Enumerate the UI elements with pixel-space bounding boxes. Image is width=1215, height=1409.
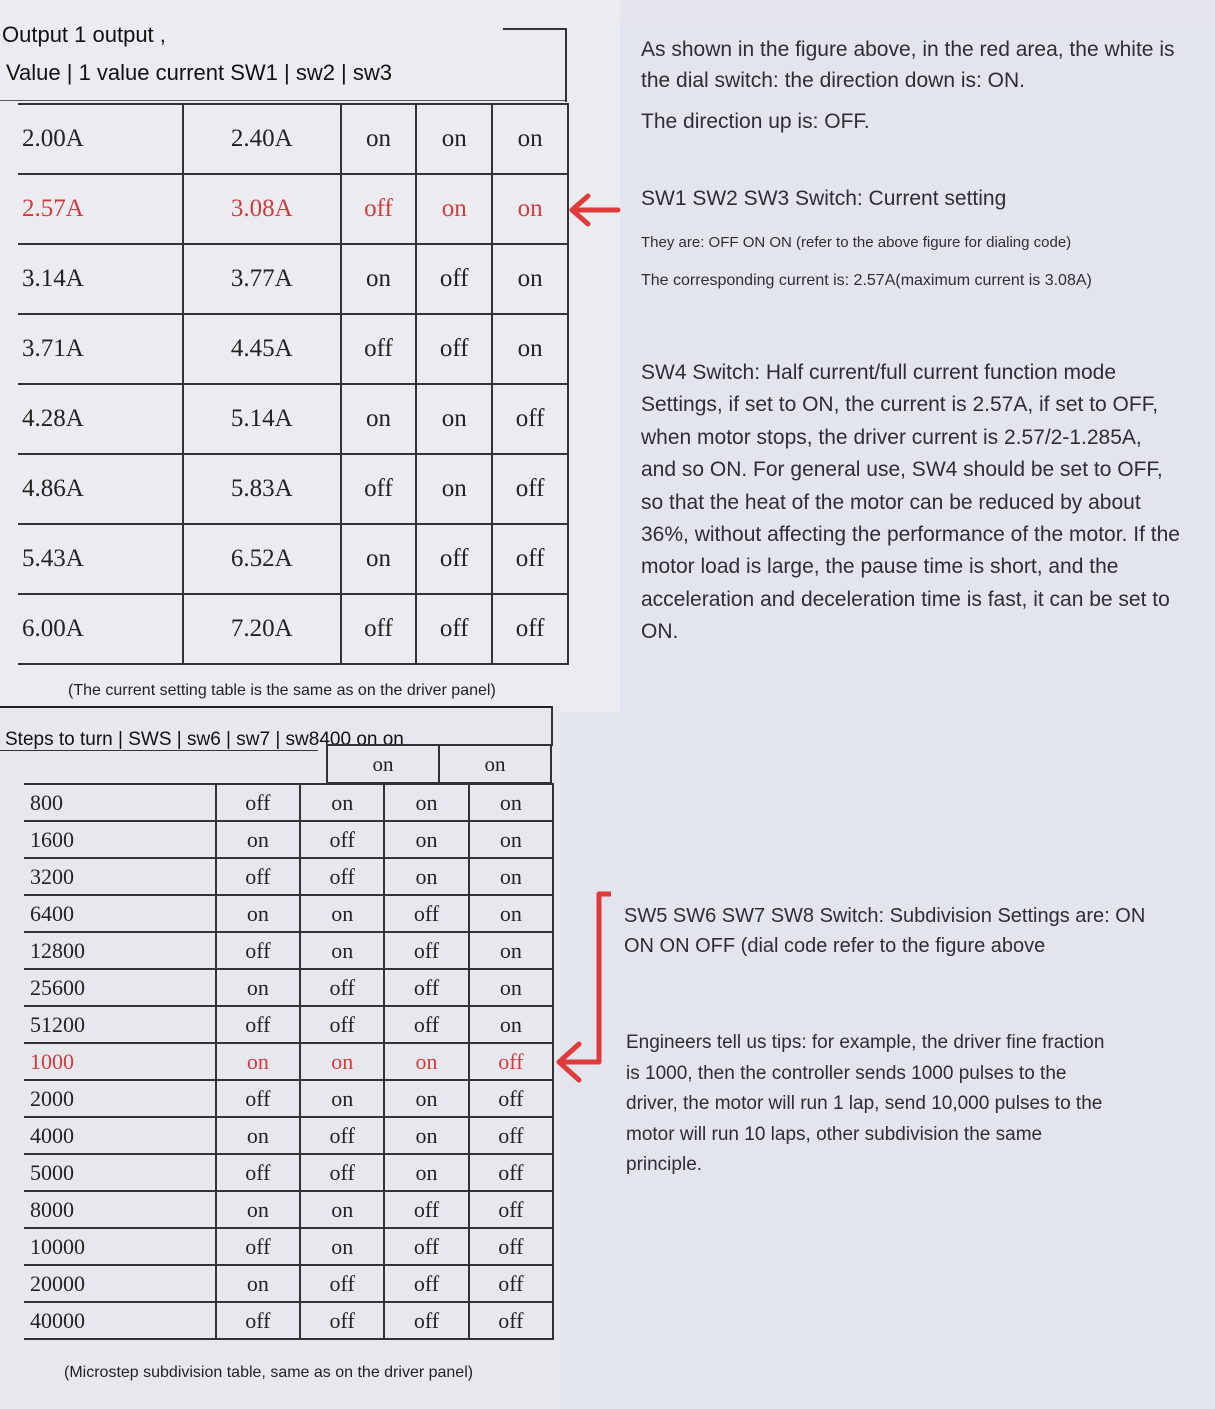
subdivision-header-underline bbox=[0, 750, 318, 751]
table-row bbox=[24, 1006, 553, 1043]
table-cell: off bbox=[384, 1302, 468, 1339]
table-cell: on bbox=[416, 174, 492, 244]
table-row bbox=[18, 594, 568, 664]
table-cell: off bbox=[300, 821, 384, 858]
table-cell: 1000 bbox=[24, 1043, 216, 1080]
dial-switch-up: The direction up is: OFF. bbox=[641, 110, 870, 133]
header-divider bbox=[565, 28, 567, 102]
table-cell: off bbox=[492, 384, 568, 454]
table-cell: off bbox=[416, 594, 492, 664]
table-cell: off bbox=[300, 858, 384, 895]
table-cell: on bbox=[327, 745, 439, 783]
table-cell: off bbox=[216, 1154, 300, 1191]
bracket-arrow-icon bbox=[555, 890, 615, 1090]
table-row bbox=[24, 969, 553, 1006]
table-cell: on bbox=[384, 821, 468, 858]
table-cell: on bbox=[300, 1228, 384, 1265]
dial-switch-intro: As shown in the figure above, in the red area, the white is the dial switch: the direction down is: ON. bbox=[641, 38, 1175, 92]
table-cell: off bbox=[216, 1080, 300, 1117]
table-cell: 5.83A bbox=[183, 454, 341, 524]
table-cell: on bbox=[300, 1043, 384, 1080]
table-cell: off bbox=[300, 1302, 384, 1339]
table-row bbox=[24, 1265, 553, 1302]
table-cell: 3.77A bbox=[183, 244, 341, 314]
table-row bbox=[18, 314, 568, 384]
table-cell: on bbox=[492, 314, 568, 384]
table-cell: off bbox=[216, 858, 300, 895]
table-cell: off bbox=[469, 1154, 553, 1191]
table-cell: 5000 bbox=[24, 1154, 216, 1191]
table-cell: off bbox=[469, 1228, 553, 1265]
table-cell: 40000 bbox=[24, 1302, 216, 1339]
table-cell: 5.43A bbox=[18, 524, 183, 594]
engineer-tips: Engineers tell us tips: for example, the driver fine fraction is 1000, then the controller sends 1000 pulses to the driver, the motor will run 1 lap, send 10,000 pulses to the motor will run 10 laps, other subdivision the same principle. bbox=[626, 1032, 1105, 1175]
sw4-description: SW4 Switch: Half current/full current function mode Settings, if set to ON, the current is 2.57A, if set to OFF, when motor stops, the driver current is 2.57/2-1.285A, and so ON. For general use, SW4 should be set to OFF, so that the heat of the motor can be reduced by about 36%, without affecting the performance of the motor. If the motor load is large, the pause time is short, and the acceleration and deceleration time is fast, it can be set to ON. bbox=[641, 361, 1180, 644]
table-row bbox=[24, 1228, 553, 1265]
table-row bbox=[24, 1117, 553, 1154]
table-cell: on bbox=[492, 244, 568, 314]
table-row bbox=[18, 524, 568, 594]
table-cell: on bbox=[384, 1043, 468, 1080]
table-cell: off bbox=[416, 524, 492, 594]
sw123-codes: They are: OFF ON ON (refer to the above figure for dialing code) bbox=[641, 234, 1072, 251]
table-cell: on bbox=[492, 104, 568, 174]
table-cell: 4.45A bbox=[183, 314, 341, 384]
table-cell: 3.14A bbox=[18, 244, 183, 314]
table-cell: off bbox=[492, 454, 568, 524]
table-cell: off bbox=[384, 1265, 468, 1302]
table-cell: off bbox=[341, 594, 417, 664]
table-row bbox=[18, 384, 568, 454]
table-cell: 1600 bbox=[24, 821, 216, 858]
table-cell: on bbox=[416, 454, 492, 524]
table-cell: on bbox=[384, 1080, 468, 1117]
table-row bbox=[18, 104, 568, 174]
table-row bbox=[24, 821, 553, 858]
table-row bbox=[24, 1302, 553, 1339]
sw123-title: SW1 SW2 SW3 Switch: Current setting bbox=[641, 187, 1007, 210]
table-cell: on bbox=[416, 384, 492, 454]
table-cell: on bbox=[416, 104, 492, 174]
table-cell: on bbox=[384, 858, 468, 895]
table-cell: off bbox=[469, 1043, 553, 1080]
table-row bbox=[18, 244, 568, 314]
table-cell: on bbox=[341, 524, 417, 594]
table-cell: off bbox=[384, 895, 468, 932]
table-row bbox=[18, 454, 568, 524]
table-cell: 3.08A bbox=[183, 174, 341, 244]
table-cell: on bbox=[216, 969, 300, 1006]
subdivision-table-caption: (Microstep subdivision table, same as on the driver panel) bbox=[64, 1364, 474, 1381]
table-cell: off bbox=[216, 1302, 300, 1339]
table-row bbox=[24, 1043, 553, 1080]
table-row bbox=[24, 1080, 553, 1117]
table-row bbox=[24, 932, 553, 969]
table-cell: off bbox=[216, 1006, 300, 1043]
table-cell: 6.52A bbox=[183, 524, 341, 594]
table-cell: 3200 bbox=[24, 858, 216, 895]
table-cell: off bbox=[341, 314, 417, 384]
table-cell: off bbox=[469, 1191, 553, 1228]
table-cell: on bbox=[341, 384, 417, 454]
table-cell: on bbox=[439, 745, 551, 783]
table-cell: 7.20A bbox=[183, 594, 341, 664]
current-header-line2: Value | 1 value current SW1 | sw2 | sw3 bbox=[6, 60, 393, 85]
header-divider bbox=[503, 28, 566, 30]
table-cell: off bbox=[300, 1117, 384, 1154]
table-row bbox=[24, 1154, 553, 1191]
table-cell: on bbox=[300, 932, 384, 969]
table-cell: on bbox=[469, 784, 553, 821]
sw5678-description: SW5 SW6 SW7 SW8 Switch: Subdivision Settings are: ON ON ON OFF (dial code refer to the figure above bbox=[624, 905, 1146, 957]
table-cell: 8000 bbox=[24, 1191, 216, 1228]
left-arrow-icon bbox=[566, 190, 622, 230]
table-cell: off bbox=[300, 969, 384, 1006]
table-cell: on bbox=[469, 858, 553, 895]
table-row bbox=[24, 895, 553, 932]
table-cell: off bbox=[300, 1154, 384, 1191]
sw123-current: The corresponding current is: 2.57A(maximum current is 3.08A) bbox=[641, 272, 1092, 289]
table-cell: off bbox=[384, 932, 468, 969]
table-cell: 2.57A bbox=[18, 174, 183, 244]
table-cell: off bbox=[469, 1302, 553, 1339]
table-cell: 4.28A bbox=[18, 384, 183, 454]
subdivision-divider bbox=[551, 706, 553, 746]
header-divider bbox=[0, 100, 566, 101]
table-cell: 5.14A bbox=[183, 384, 341, 454]
table-cell: 6.00A bbox=[18, 594, 183, 664]
table-cell: off bbox=[384, 1006, 468, 1043]
subdivision-header: Steps to turn | SWS | sw6 | sw7 | sw8400 on on bbox=[5, 729, 404, 750]
table-cell: on bbox=[384, 784, 468, 821]
table-cell: off bbox=[469, 1080, 553, 1117]
table-cell: off bbox=[492, 524, 568, 594]
current-table-caption: (The current setting table is the same as on the driver panel) bbox=[68, 682, 496, 699]
table-cell: on bbox=[469, 1006, 553, 1043]
table-cell: 6400 bbox=[24, 895, 216, 932]
table-cell: off bbox=[341, 174, 417, 244]
table-cell: 4.86A bbox=[18, 454, 183, 524]
table-cell: 25600 bbox=[24, 969, 216, 1006]
subdivision-table bbox=[24, 783, 554, 1340]
table-cell: on bbox=[300, 1191, 384, 1228]
table-cell: off bbox=[216, 1228, 300, 1265]
table-cell: on bbox=[216, 1265, 300, 1302]
table-cell: off bbox=[216, 932, 300, 969]
table-cell: off bbox=[384, 1191, 468, 1228]
table-cell: on bbox=[469, 932, 553, 969]
table-cell: 4000 bbox=[24, 1117, 216, 1154]
current-header-line1: Output 1 output , bbox=[2, 22, 166, 47]
table-cell: on bbox=[216, 895, 300, 932]
table-cell: on bbox=[300, 895, 384, 932]
table-cell: on bbox=[469, 895, 553, 932]
table-cell: on bbox=[216, 1191, 300, 1228]
table-cell: 2.00A bbox=[18, 104, 183, 174]
table-cell: off bbox=[416, 244, 492, 314]
table-cell: off bbox=[469, 1117, 553, 1154]
table-cell: off bbox=[300, 1265, 384, 1302]
table-cell: 800 bbox=[24, 784, 216, 821]
current-setting-table bbox=[18, 103, 569, 665]
table-cell: on bbox=[341, 104, 417, 174]
table-cell: 20000 bbox=[24, 1265, 216, 1302]
table-cell: 10000 bbox=[24, 1228, 216, 1265]
table-cell: on bbox=[384, 1154, 468, 1191]
table-cell: off bbox=[416, 314, 492, 384]
table-cell: on bbox=[216, 1117, 300, 1154]
table-cell: 12800 bbox=[24, 932, 216, 969]
table-row bbox=[24, 1191, 553, 1228]
table-row bbox=[18, 174, 568, 244]
table-cell: on bbox=[216, 821, 300, 858]
table-cell: on bbox=[469, 969, 553, 1006]
table-cell: off bbox=[384, 1228, 468, 1265]
table-row bbox=[24, 858, 553, 895]
table-cell: on bbox=[469, 821, 553, 858]
table-cell: off bbox=[469, 1265, 553, 1302]
table-cell: on bbox=[492, 174, 568, 244]
table-cell: on bbox=[384, 1117, 468, 1154]
table-cell: off bbox=[216, 784, 300, 821]
subdivision-header-cells bbox=[326, 744, 552, 784]
subdivision-divider bbox=[0, 706, 552, 708]
table-cell: on bbox=[300, 784, 384, 821]
table-cell: on bbox=[216, 1043, 300, 1080]
table-cell: on bbox=[341, 244, 417, 314]
table-row bbox=[24, 784, 553, 821]
table-cell: off bbox=[384, 969, 468, 1006]
table-cell: off bbox=[492, 594, 568, 664]
table-cell: off bbox=[341, 454, 417, 524]
table-cell: 2000 bbox=[24, 1080, 216, 1117]
table-cell: off bbox=[300, 1006, 384, 1043]
table-row bbox=[327, 745, 551, 783]
table-cell: 51200 bbox=[24, 1006, 216, 1043]
table-cell: on bbox=[300, 1080, 384, 1117]
table-cell: 3.71A bbox=[18, 314, 183, 384]
table-cell: 2.40A bbox=[183, 104, 341, 174]
